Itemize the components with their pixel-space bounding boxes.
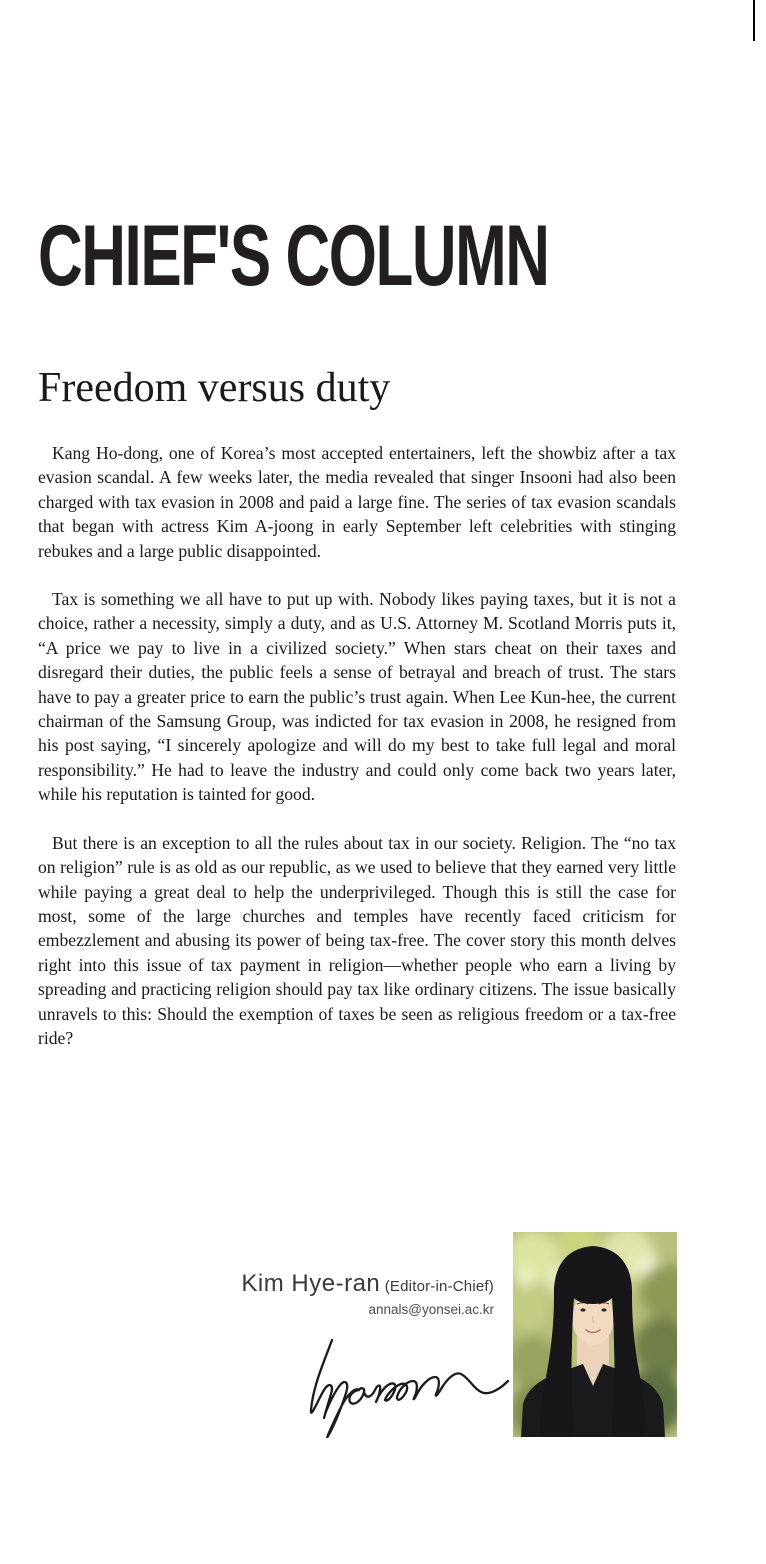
section-title: CHIEF'S COLUMN [38,208,549,304]
author-email: annals@yonsei.ac.kr [368,1302,494,1317]
article-headline: Freedom versus duty [38,365,391,411]
article-paragraph: But there is an exception to all the rules about tax in our society. Religion. The “no tax on religion” rule is as old as our republic, as we used to believe that they earned very little while paying a great deal to help the underprivileged. Though this is still the case for most, some of the large churches and temples have recently faced criticism for embezzlement and abusing its power of being tax-free. The cover story this month delves right into this issue of tax payment in religion—whether people who earn a living by spreading and practicing religion should pay tax like ordinary citizens. The issue basically unravels to this: Should the exemption of taxes be seen as religious freedom or a tax-free ride? [38,832,676,1048]
editor-portrait-photo [513,1232,677,1437]
article-paragraph: Tax is something we all have to put up with. Nobody likes paying taxes, but it is not a choice, rather a necessity, simply a duty, and as U.S. Attorney M. Scotland Morris puts it, “A price we pay to live in a civilized society.” When stars cheat on their taxes and disregard their duties, the public feels a sense of betrayal and breach of trust. The stars have to pay a greater price to earn the public’s trust again. When Lee Kun-hee, the current chairman of the Samsung Group, was indicted for tax evasion in 2008, he resigned from his post saying, “I sincerely apologize and will do my best to take full legal and moral responsibility.” He had to leave the industry and could only come back two years later, while his reputation is tainted for good. [38,589,676,805]
signature-handwriting [300,1334,512,1438]
byline [38,1271,494,1318]
author-name: Kim Hye-ran [241,1270,381,1297]
article-body [38,441,676,1074]
corner-rule [753,0,755,41]
author-role: (Editor-in-Chief) [384,1278,494,1295]
byline-name-line [38,1271,494,1297]
article-paragraph: Kang Ho-dong, one of Korea’s most accepted entertainers, left the showbiz after a tax evasion scandal. A few weeks later, the media revealed that singer Insooni had also been charged with tax evasion in 2008 and paid a large fine. The series of tax evasion scandals that began with actress Kim A-joong in early September left celebrities with stinging rebukes and a large public disappointed. [38,443,676,561]
